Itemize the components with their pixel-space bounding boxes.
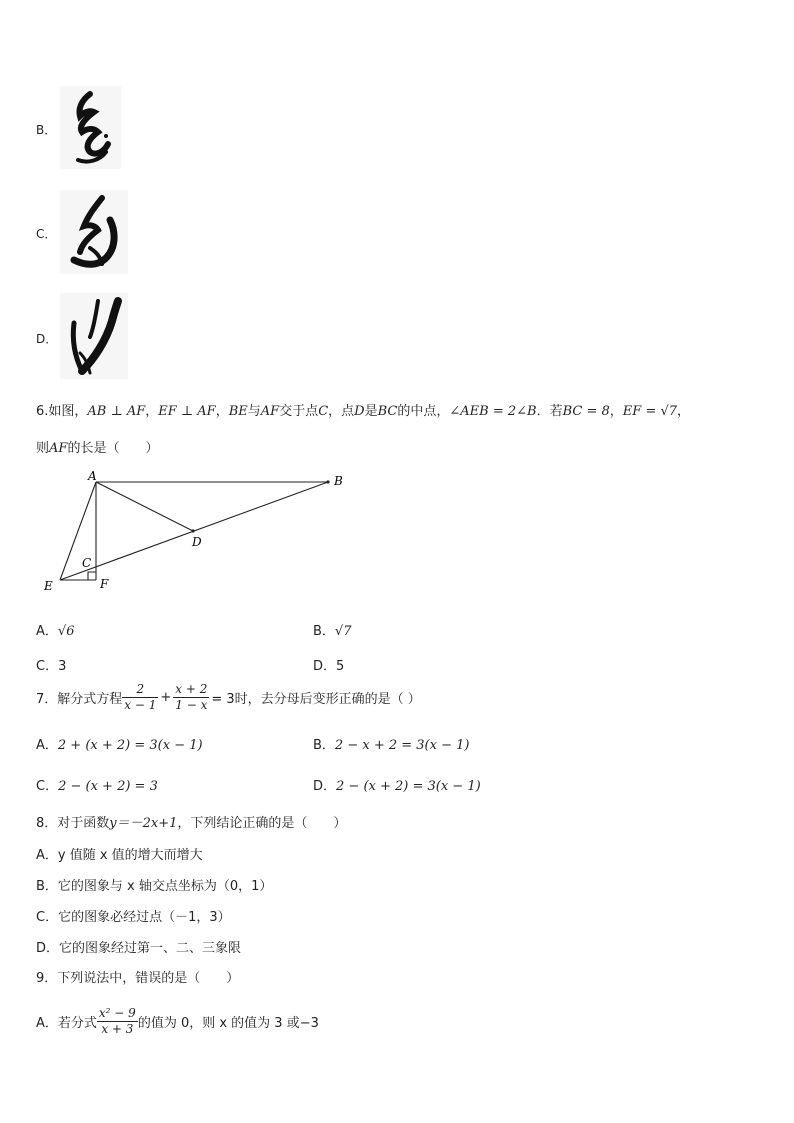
q8-option-c: C．它的图象必经过点（－1，3）: [36, 910, 231, 925]
segment-ad: [96, 482, 193, 531]
q7-option-b: [313, 734, 469, 753]
option-value: 2 − (x + 2) = 3: [58, 779, 158, 794]
q8-stem: [36, 812, 346, 831]
math-text: EF ⊥ AF: [158, 404, 216, 419]
option-label: B．: [313, 624, 335, 639]
numerator: x² − 9: [98, 1006, 136, 1020]
stem-text: 交于点: [279, 404, 319, 419]
option-value: √6: [57, 624, 75, 639]
math-text: BC = 8: [562, 404, 610, 419]
stem-text: ，: [609, 404, 623, 419]
math-text: BE: [228, 404, 248, 419]
q7-option-a: [36, 734, 203, 753]
fraction-1: [122, 682, 158, 713]
plus-sign: +: [160, 690, 172, 705]
stem-text: ，: [215, 404, 229, 419]
numerator: x + 2: [175, 682, 208, 696]
option-value: 3: [58, 659, 67, 674]
stem-text: 8．对于函数: [36, 816, 110, 831]
option-label: D．: [313, 779, 337, 794]
option-value: 2 + (x + 2) = 3(x − 1): [57, 738, 203, 753]
label-f: F: [100, 577, 109, 591]
option-label: B．: [36, 123, 57, 137]
label-c: C: [82, 556, 92, 570]
option-label: A．: [36, 624, 58, 639]
option-text: A．若分式: [36, 1016, 97, 1031]
math-text: AF: [49, 441, 68, 456]
fraction: [97, 1006, 138, 1037]
math-text: BC: [377, 404, 398, 419]
q6-option-d: [313, 655, 344, 674]
q7-option-d: [313, 775, 481, 794]
math-text: EF = √7: [622, 404, 678, 419]
option-label: C．: [36, 779, 59, 794]
math-text: ∠AEB = 2∠B: [449, 404, 537, 419]
stem-text: ，下列结论正确的是（ ）: [177, 816, 347, 831]
q8-option-d: D．它的图象经过第一、二、三象限: [36, 941, 242, 956]
q8-option-a: A．y 值随 x 值的增大而增大: [36, 848, 203, 863]
stem-text: 则: [36, 441, 50, 456]
stem-text: ，: [145, 404, 159, 419]
stem-text: 的中点，: [397, 404, 450, 419]
stem-text: ，: [677, 404, 691, 419]
q7-option-c: [36, 775, 158, 794]
option-label: A．: [36, 738, 58, 753]
math-text: y＝－2x+1: [109, 816, 178, 831]
option-text: 的值为 0，则 x 的值为 3 或−3: [137, 1016, 319, 1031]
stem-text: 与: [247, 404, 261, 419]
label-e: E: [44, 579, 53, 593]
stem-text: 是: [364, 404, 378, 419]
math-text: D: [354, 404, 365, 419]
calligraphy-image-d: [60, 293, 128, 379]
q9-stem: 9．下列说法中，错误的是（ ）: [36, 971, 240, 986]
q6-stem-line1: [36, 400, 690, 419]
calligraphy-image-c: [60, 190, 128, 274]
calligraphy-image-b: [60, 86, 121, 169]
denominator: x − 1: [124, 698, 157, 712]
option-label: D．: [36, 332, 58, 346]
option-label: C．: [36, 659, 59, 674]
numerator: 2: [122, 682, 158, 698]
stem-text: = 3时，去分母后变形正确的是（ ）: [211, 692, 421, 707]
q8-option-b: B．它的图象与 x 轴交点坐标为（0，1）: [36, 879, 273, 894]
option-value: 2 − (x + 2) = 3(x − 1): [336, 779, 481, 794]
q9-option-a: [36, 1006, 319, 1037]
option-value: 5: [336, 659, 345, 674]
option-value: √7: [334, 624, 352, 639]
option-label: B．: [313, 738, 335, 753]
q6-option-c: [36, 655, 66, 674]
q6-option-b: [313, 620, 351, 639]
math-text: AB ⊥ AF: [87, 404, 146, 419]
stem-text: 7．解分式方程: [36, 692, 123, 707]
q6-stem-line2: [36, 437, 158, 456]
math-text: AF: [260, 404, 280, 419]
stem-text: ，点: [328, 404, 355, 419]
stem-text: 的长是（ ）: [67, 441, 159, 456]
option-label: C．: [36, 227, 57, 241]
fraction-2: [173, 682, 209, 713]
math-text: C: [318, 404, 329, 419]
label-b: B: [334, 474, 343, 488]
option-label: D．: [313, 659, 337, 674]
option-value: 2 − x + 2 = 3(x − 1): [334, 738, 470, 753]
denominator: x + 3: [101, 1022, 134, 1036]
stem-text: ．若: [536, 404, 563, 419]
label-a: A: [88, 469, 97, 483]
q6-geometry-figure: [30, 466, 360, 596]
denominator: 1 − x: [175, 698, 208, 712]
label-d: D: [192, 535, 202, 549]
q7-stem: [36, 682, 421, 713]
right-angle-mark: [88, 572, 96, 580]
q6-option-a: [36, 620, 74, 639]
question-number: 6.如图，: [36, 404, 88, 419]
